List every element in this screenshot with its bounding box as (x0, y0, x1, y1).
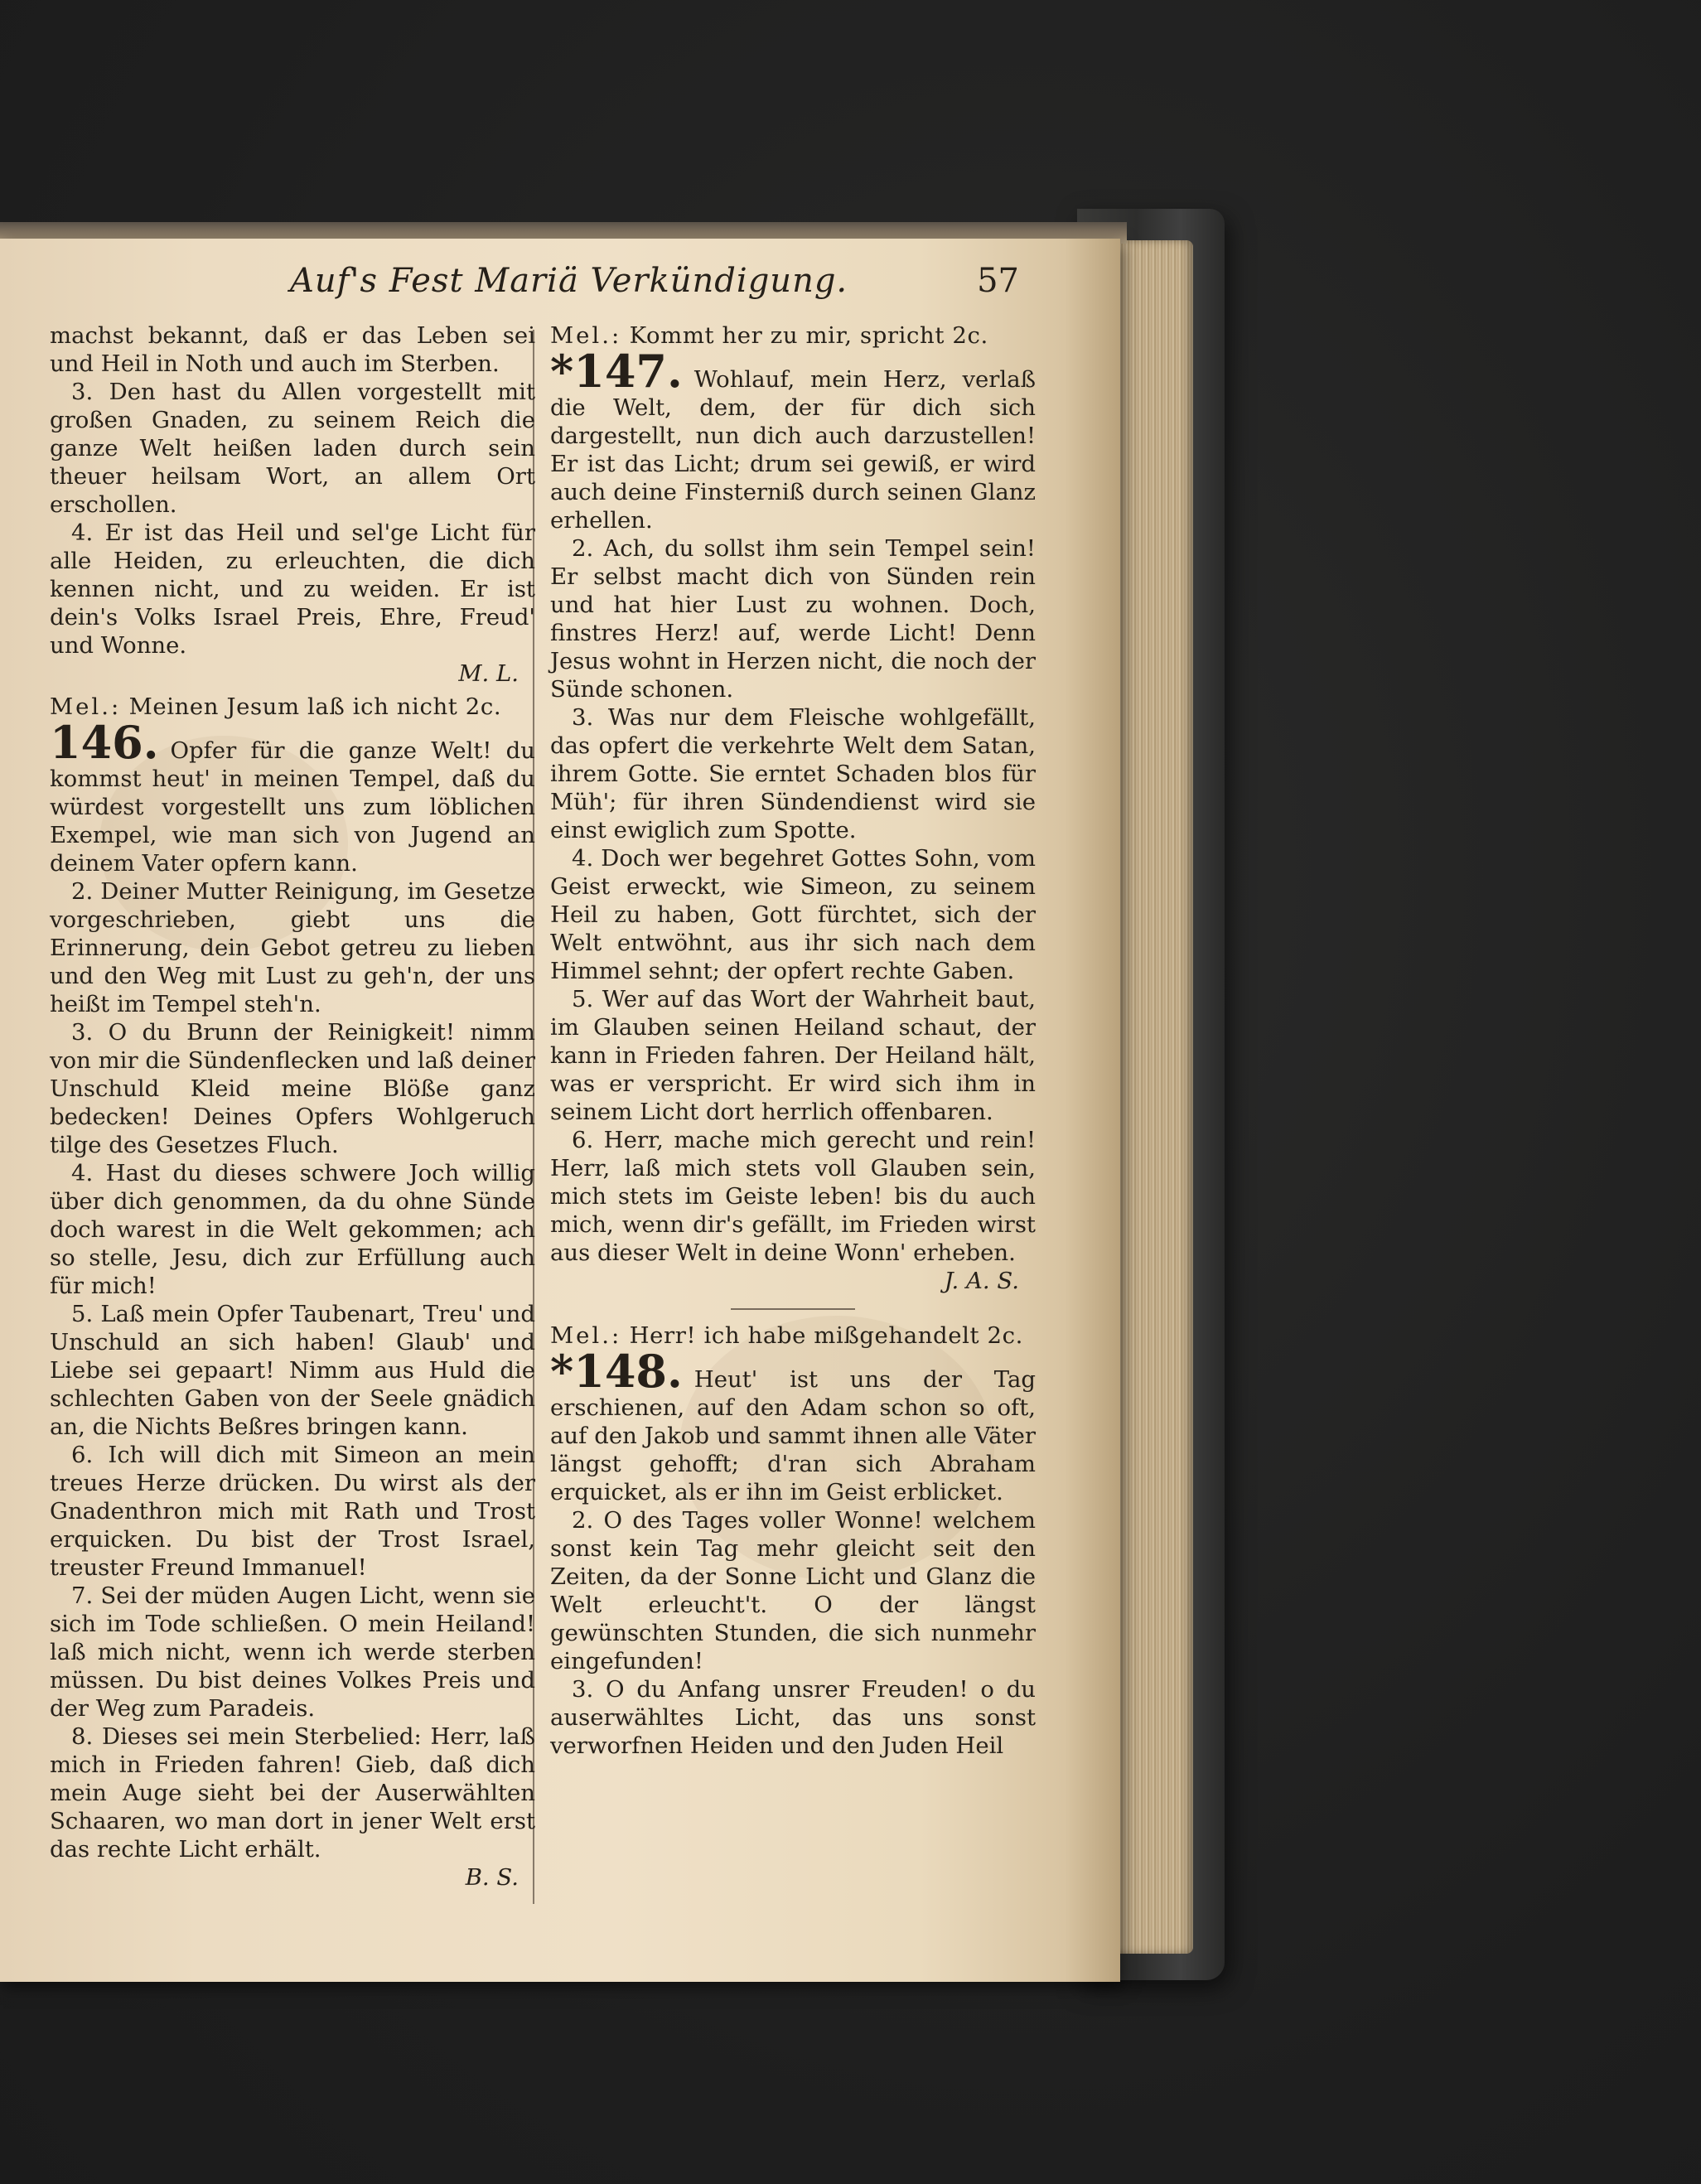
verse-continuation: machst bekannt, daß er das Leben sei und Heil in Noth und auch im Sterben. (50, 322, 535, 377)
hymn-146-verse-1 (50, 716, 535, 877)
verse-2: 2. Ach, du sollst ihm sein Tempel sein! Er selbst macht dich von Sünden rein und hat hier Lust zu wohnen. Doch, finstres Herz! auf, werde Licht! Denn Jesus wohnt in Herzen nicht, die noch der Sünde schonen. (550, 535, 1036, 703)
verse-5: 5. Wer auf das Wort der Wahrheit baut, im Glauben seinen Heiland schaut, der kann in Frieden fahren. Der Heiland hält, was er verspricht. Er wird sich ihm in seinem Licht dort herrlich offenbaren. (550, 986, 1036, 1125)
hymn-number: *147. (550, 345, 683, 398)
verse-1: Opfer für die ganze Welt! du kommst heut' in meinen Tempel, daß du würdest vorgestellt uns zum löblichen Exempel, wie man sich von Jugend an deinem Vater opfern kann. (50, 737, 535, 877)
verse-7: 7. Sei der müden Augen Licht, wenn sie sich im Tode schließen. O mein Heiland! laß mich nicht, wenn ich werde sterben müssen. Du bist deines Volkes Preis und der Weg zum Paradeis. (50, 1582, 535, 1722)
hymn-number: *148. (550, 1345, 683, 1398)
hymn-147 (550, 321, 1036, 1295)
melody-label: Mel.: (550, 322, 622, 349)
verse-2: 2. Deiner Mutter Reinigung, im Gesetze vorgeschrieben, giebt uns die Erinnerung, dein Gebot getreu zu lieben und den Weg mit Lust zu geh'n, der uns heißt im Tempel steh'n. (50, 878, 535, 1017)
hymn-signature: J. A. S. (944, 1268, 1019, 1294)
book-page (0, 239, 1120, 1982)
verse-4: 4. Er ist das Heil und sel'ge Licht für alle Heiden, zu erleuchten, die dich kennen nicht, und zu weiden. Er ist dein's Volks Israel Preis, Ehre, Freud' und Wonne. (50, 519, 535, 659)
page-number: 57 (977, 262, 1019, 300)
hymn-147-verse-1 (550, 345, 1036, 534)
section-divider-rule (731, 1308, 855, 1310)
hymn-146 (50, 693, 535, 1892)
verse-3: 3. O du Brunn der Reinigkeit! nimm von mir die Sündenflecken und laß deiner Unschuld Kleid meine Blöße ganz bedecken! Deines Opfers Wohlgeruch tilge des Gesetzes Fluch. (50, 1019, 535, 1158)
hymn-number: 146. (50, 716, 159, 769)
verse-6: 6. Ich will dich mit Simeon an mein treues Herze drücken. Du wirst als der Gnadenthron mich mit Rath und Trost erquicken. Du bist der Trost Israel, treuster Freund Immanuel! (50, 1442, 535, 1581)
right-column (550, 321, 1036, 1760)
hymn-signature: B. S. (465, 1864, 519, 1891)
hymn-148-verse-1 (550, 1345, 1036, 1506)
running-head: Auf's Fest Mariä Verkündigung. (290, 262, 848, 300)
verse-6: 6. Herr, mache mich gerecht und rein! Herr, laß mich stets voll Glauben sein, mich stets im Geiste leben! bis du auch mich, wenn dir's gefällt, im Frieden wirst aus dieser Welt in deine Wonn' erheben. (550, 1127, 1036, 1266)
melody-label: Mel.: (50, 693, 122, 720)
verse-1: Heut' ist uns der Tag erschienen, auf den Adam schon so oft, auf den Jakob und sammt ihnen alle Väter längst gehofft; d'ran sich Abraham erquicket, als er ihn im Geist erblicket. (550, 1366, 1036, 1505)
verse-3: 3. Was nur dem Fleische wohlgefällt, das opfert die verkehrte Welt dem Satan, ihrem Gotte. Sie erntet Schaden blos für Müh'; für ihren Sündendienst wird sie einst ewiglich zum Spotte. (550, 704, 1036, 843)
melody-title: Meinen Jesum laß ich nicht 2c. (128, 693, 502, 720)
verse-5: 5. Laß mein Opfer Taubenart, Treu' und Unschuld an sich haben! Glaub' und Liebe sei gepaart! Nimm aus Huld die schlechten Gaben von der Seele gnädich an, die Nichts Beßres bringen kann. (50, 1301, 535, 1440)
verse-3: 3. O du Anfang unsrer Freuden! o du auserwähltes Licht, das uns sonst verworfnen Heiden und den Juden Heil (550, 1676, 1036, 1759)
verse-2: 2. O des Tages voller Wonne! welchem sonst kein Tag mehr gleicht seit den Zeiten, da der Sonne Licht und Glanz die Welt erleucht't. O der längst gewünschten Stunden, die sich nunmehr eingefunden! (550, 1507, 1036, 1674)
left-column (50, 321, 535, 1892)
page-block-edges (1110, 240, 1193, 1954)
verse-1: Wohlauf, mein Herz, verlaß die Welt, dem, der für dich sich dargestellt, nun dich auch darzustellen! Er ist das Licht; drum sei gewiß, er wird auch deine Finsterniß durch seinen Glanz erhellen. (550, 366, 1036, 534)
melody-label: Mel.: (550, 1322, 622, 1349)
page-header (290, 262, 1036, 313)
hymn-signature: M. L. (458, 660, 519, 687)
verse-4: 4. Hast du dieses schwere Joch willig über dich genommen, da du ohne Sünde doch warest in die Welt gekommen; ach so stelle, Jesu, dich zur Erfüllung auch für mich! (50, 1160, 535, 1299)
verse-8: 8. Dieses sei mein Sterbelied: Herr, laß mich in Frieden fahren! Gieb, daß dich mein Auge sieht bei der Auserwählten Schaaren, wo man dort in jener Welt erst das rechte Licht erhält. (50, 1723, 535, 1863)
melody-title: Kommt her zu mir, spricht 2c. (629, 322, 988, 349)
verse-3: 3. Den hast du Allen vorgestellt mit großen Gnaden, zu seinem Reich die ganze Welt heißen laden durch sein theuer heilsam Wort, an allem Ort erschollen. (50, 379, 535, 518)
melody-title: Herr! ich habe mißgehandelt 2c. (629, 1322, 1023, 1349)
hymn-148 (550, 1322, 1036, 1760)
verse-4: 4. Doch wer begehret Gottes Sohn, vom Geist erweckt, wie Simeon, zu seinem Heil zu haben, Gott fürchtet, sich der Welt entwöhnt, aus ihr sich nach dem Himmel sehnt; der opfert rechte Gaben. (550, 845, 1036, 984)
